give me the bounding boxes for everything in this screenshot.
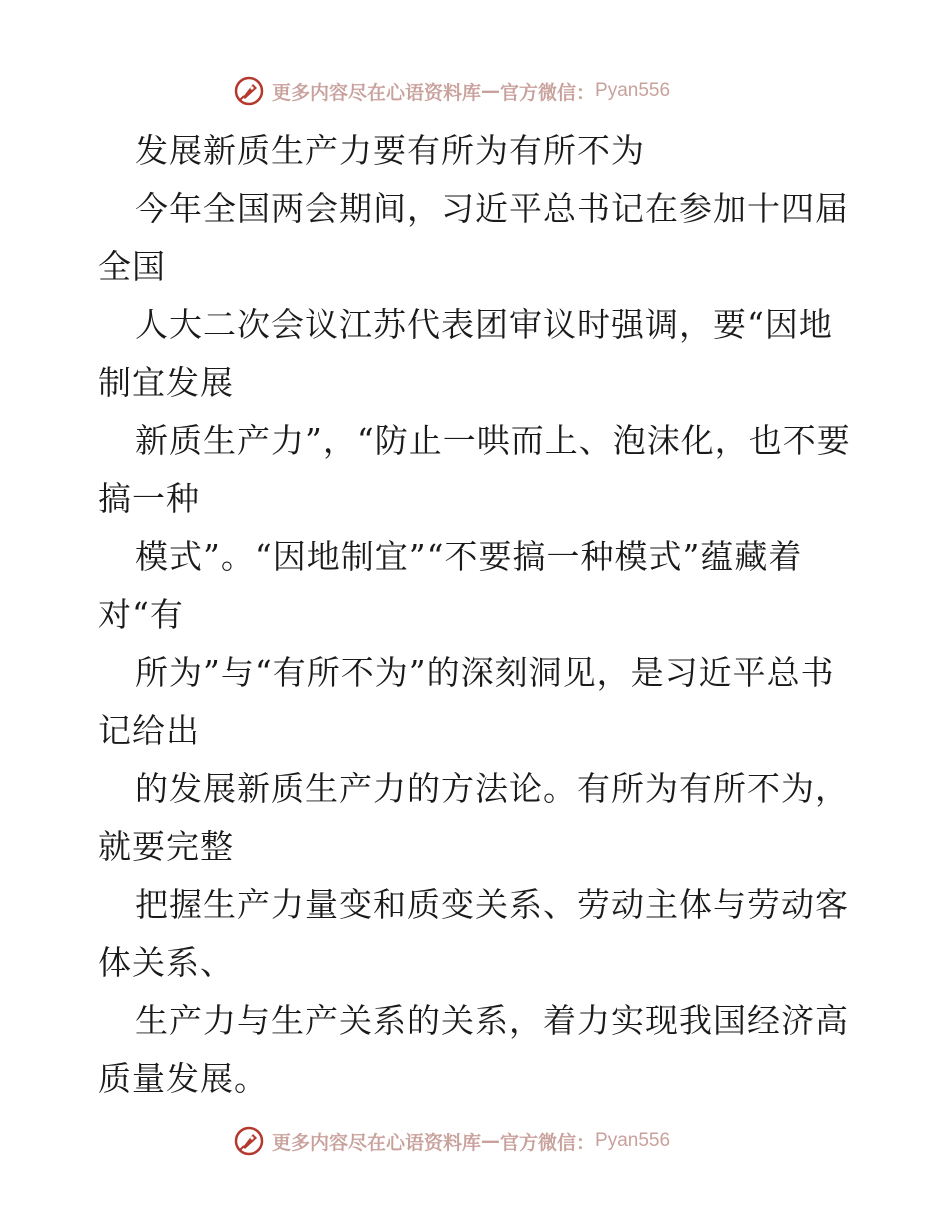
pen-nib-logo-icon xyxy=(234,1126,264,1156)
paragraph: 把握生产力量变和质变关系、劳动主体与劳动客体关系、 xyxy=(98,885,849,982)
watermark-wechat-label: 官方微信： xyxy=(500,81,596,104)
watermark-wechat-id: Pyan556 xyxy=(595,80,671,101)
paragraph: 新质生产力”，“防止一哄而上、泡沫化，也不要搞一种 xyxy=(98,421,851,518)
paragraph: 所为”与“有所不为”的深刻洞见，是习近平总书记给出 xyxy=(98,653,835,750)
document-body xyxy=(98,122,854,1108)
watermark-text: 更多内容尽在心语资料库 xyxy=(272,81,482,104)
paragraph: 的发展新质生产力的方法论。有所为有所不为，就要完整 xyxy=(98,769,849,866)
paragraph: 人大二次会议江苏代表团审议时强调，要“因地制宜发展 xyxy=(98,305,833,402)
footer-watermark xyxy=(234,1121,670,1161)
document-title: 发展新质生产力要有所为有所不为 xyxy=(135,131,645,170)
watermark-separator: — xyxy=(481,80,501,102)
watermark-text: 更多内容尽在心语资料库 xyxy=(272,1131,482,1154)
watermark-wechat-label: 官方微信： xyxy=(500,1131,596,1154)
watermark-wechat-id: Pyan556 xyxy=(595,1130,671,1151)
watermark-separator: — xyxy=(481,1130,501,1152)
pen-nib-logo-icon xyxy=(234,76,264,106)
paragraph: 模式”。“因地制宜”“不要搞一种模式”蕴藏着对“有 xyxy=(98,537,803,634)
paragraph: 生产力与生产关系的关系，着力实现我国经济高质量发展。 xyxy=(98,1001,849,1098)
paragraph: 今年全国两会期间，习近平总书记在参加十四届全国 xyxy=(98,189,849,286)
header-watermark xyxy=(234,71,670,111)
